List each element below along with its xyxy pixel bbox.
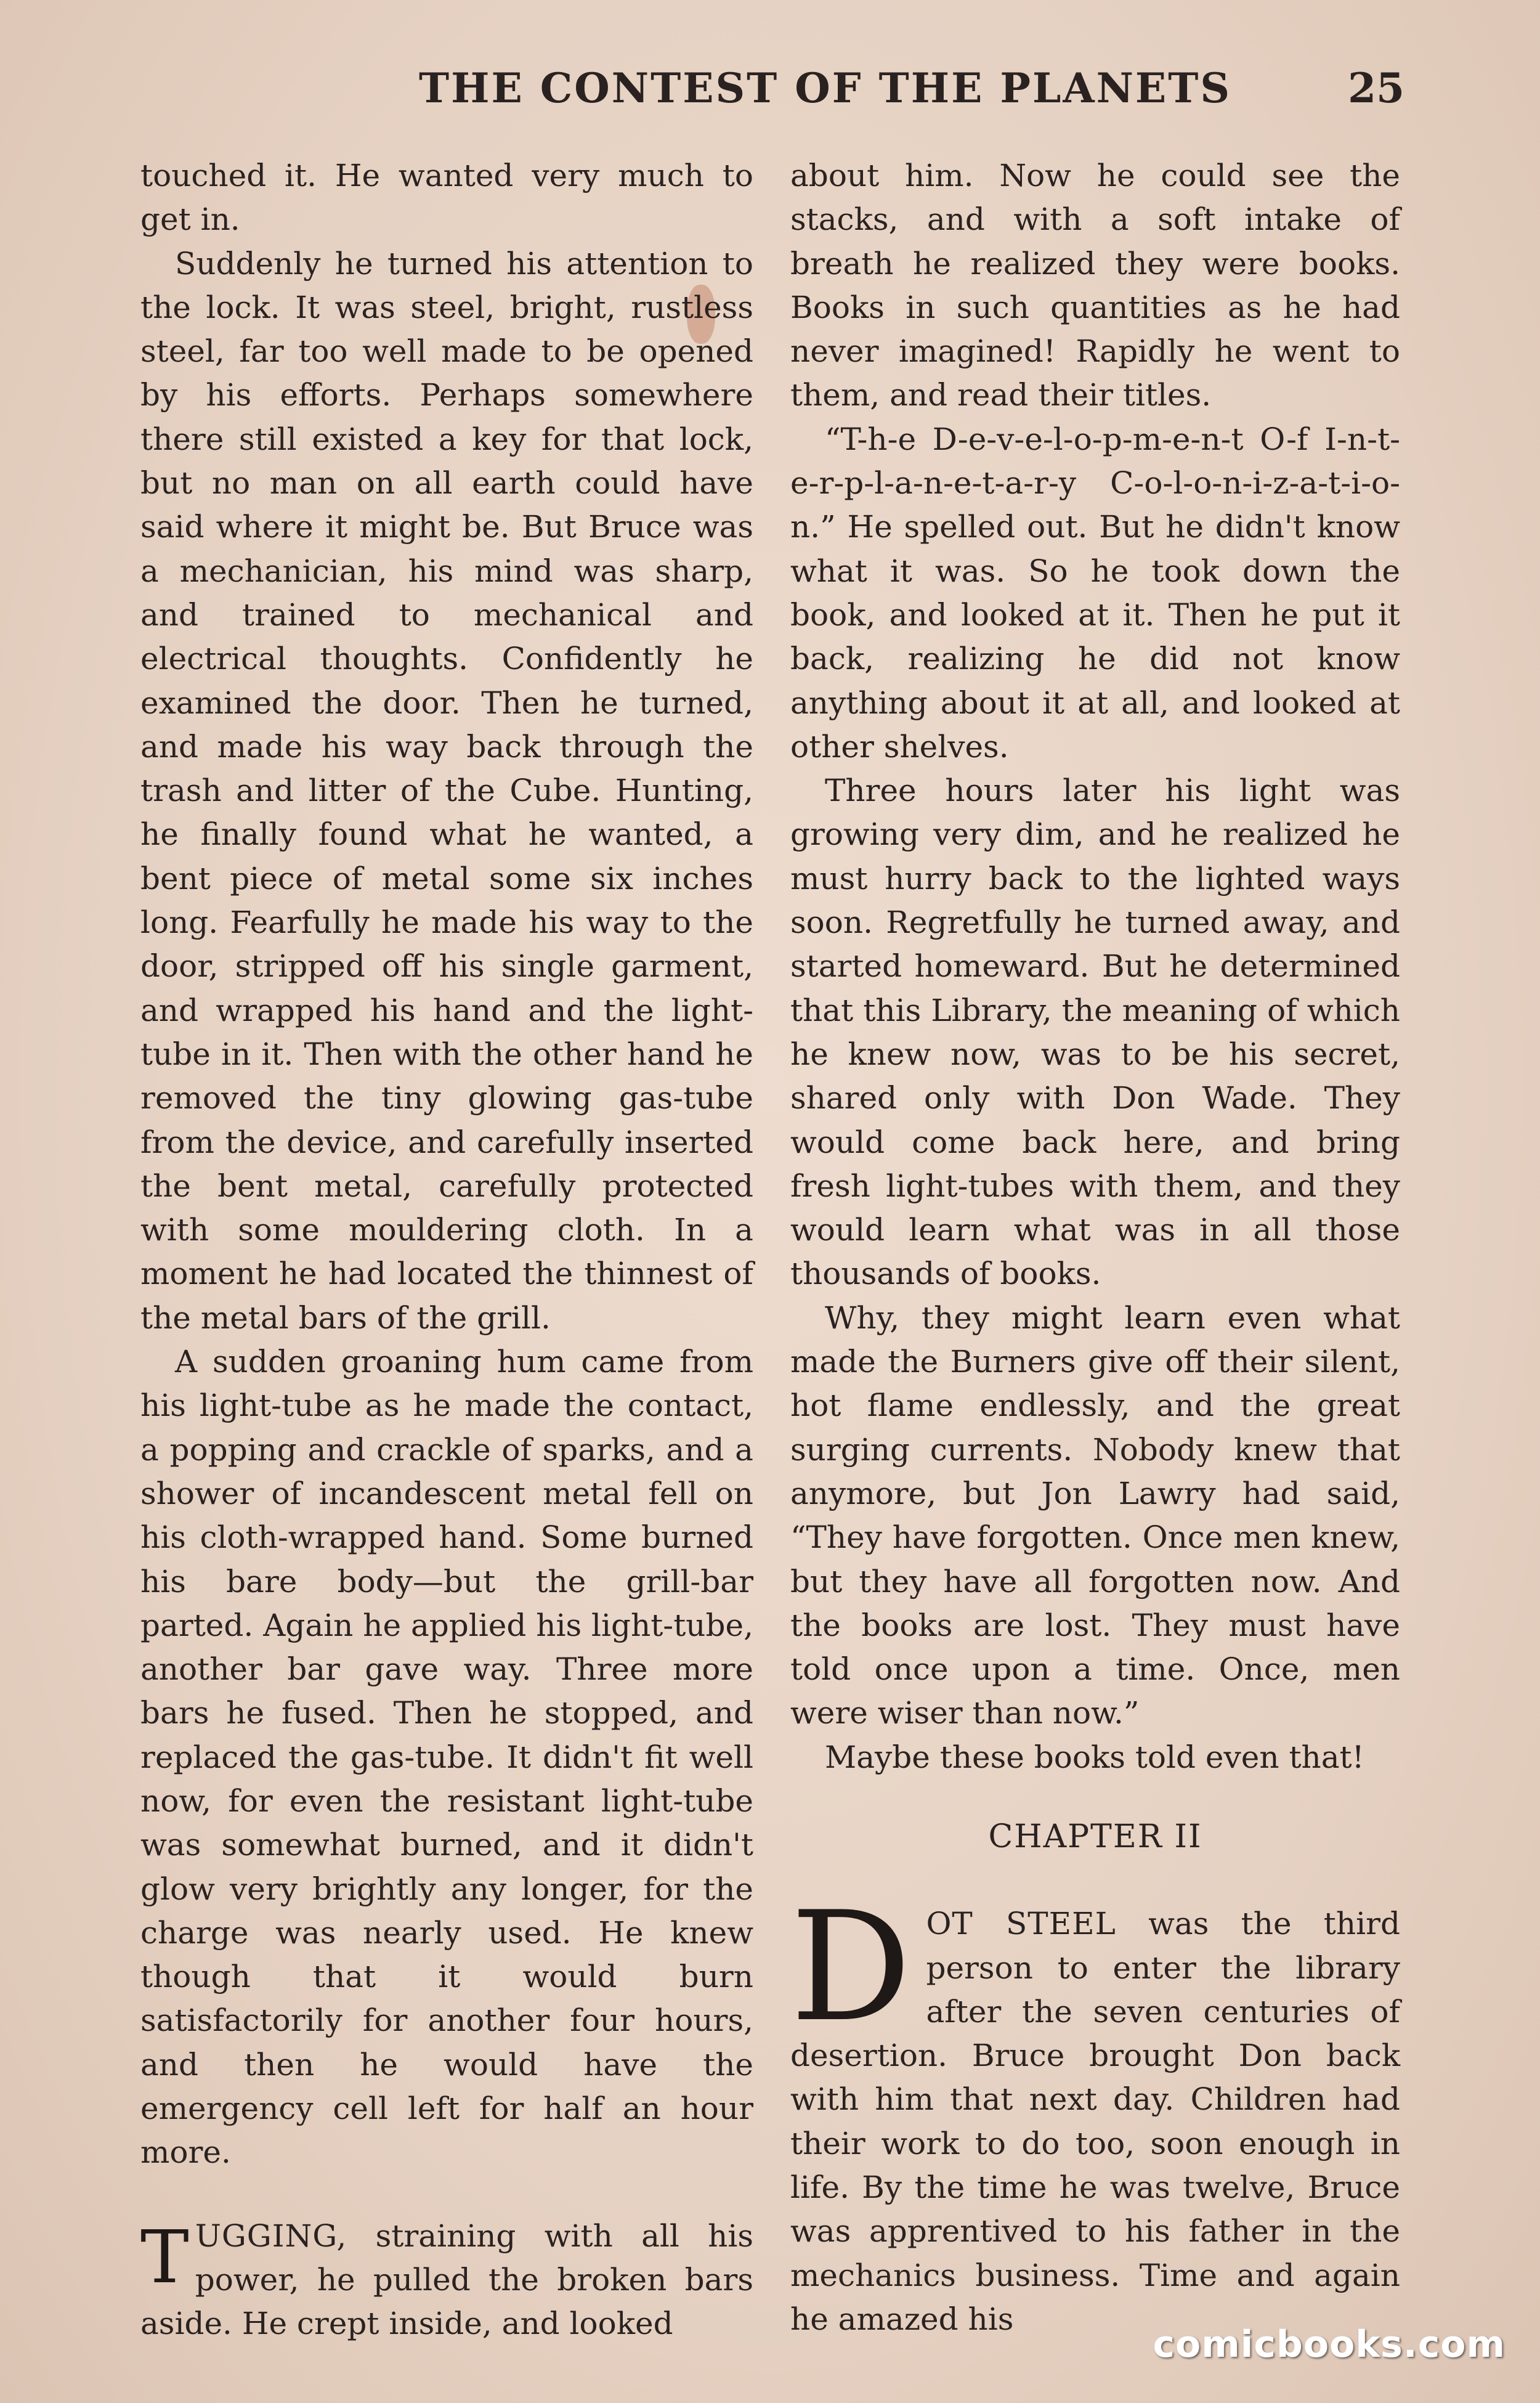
page-number: 25 xyxy=(1348,64,1404,112)
lead-in: UGGING, xyxy=(195,2218,347,2254)
paragraph-text: straining with all his power, he pulled the broken bars aside. He crept inside, and looked xyxy=(140,2218,753,2342)
paragraph: “T-h-e D-e-v-e-l-o-p-m-e-n-t O-f I-n-t-e-r-p-l-a-n-e-t-a-r-y C-o-l-o-n-i-z-a-t-i-o-n.” He spelled out. But he didn't know what it was. So he took down the book, and looked at it. Then he put it back, realizing he did not know anything about it at all, and looked at other shelves. xyxy=(790,421,1400,765)
paragraph: A sudden groaning hum came from his light-tube as he made the contact, a popping and crackle of sparks, and a shower of incandescent metal fell on his cloth-wrapped hand. Some burned his bare body—but the grill-bar parted. Again he applied his light-tube, another bar gave way. Three more bars he fused. Then he stopped, and replaced the gas-tube. It didn't fit well now, for even the resistant light-tube was somewhat burned, and it didn't glow very brightly any longer, for the charge was nearly used. He knew though that it would burn satisfactorily for another four hours, and then he would have the emergency cell left for half an hour more. xyxy=(140,1344,753,2171)
paragraph: about him. Now he could see the stacks, and with a soft intake of breath he realized they were books. Books in such quantities as he had never imagined! Rapidly he went to them, and read their titles. xyxy=(790,158,1400,413)
paragraph: touched it. He wanted very much to get in. xyxy=(140,158,753,238)
paragraph: Three hours later his light was growing very dim, and he realized he must hurry back to the lighted ways soon. Regretfully he turned away, and started homeward. But he determined that this Library, the meaning of which he knew now, was to be his secret, shared only with Don Wade. They would come back here, and bring fresh light-tubes with them, and they would learn what was in all those thousands of books. xyxy=(790,773,1400,1292)
page-header xyxy=(142,57,1404,118)
paragraph-text: was the third person to enter the library after the seven centuries of desertion. Bruce brought Don back with him that next day. Children had their work to do too, soon enough in life. By the time he was twelve, Bruce was apprentived to his father in the mechanics business. Time and again he amazed his xyxy=(790,1906,1400,2337)
drop-cap: T xyxy=(140,2214,189,2299)
right-column xyxy=(790,154,1400,2341)
paragraph: Maybe these books told even that! xyxy=(825,1739,1364,1775)
paragraph-with-dropcap xyxy=(140,2214,753,2346)
paragraph-with-dropcap xyxy=(790,1879,1400,2341)
running-title: THE CONTEST OF THE PLANETS xyxy=(419,64,1232,112)
left-column xyxy=(140,154,753,2346)
drop-cap: D xyxy=(790,1879,912,2055)
section-break xyxy=(140,2175,753,2214)
chapter-heading: CHAPTER II xyxy=(988,1818,1202,1855)
lead-in: OT STEEL xyxy=(926,1906,1116,1942)
watermark: comicbooks.com xyxy=(1153,2323,1506,2366)
paragraph: Why, they might learn even what made the Burners give off their silent, hot flame endlessly, and the great surging currents. Nobody knew that anymore, but Jon Lawry had said, “They have forgotten. Once men knew, but they have all forgotten now. And the books are lost. They must have told once upon a time. Once, men were wiser than now.” xyxy=(790,1299,1400,1731)
paragraph: Suddenly he turned his attention to the lock. It was steel, bright, rustless steel, far too well made to be opened by his efforts. Perhaps somewhere there still existed a key for that lock, but no man on all earth could have said where it might be. But Bruce was a mechanician, his mind was sharp, and trained to mechanical and electrical thoughts. Confidently he examined the door. Then he turned, and made his way back through the trash and litter of the Cube. Hunting, he finally found what he wanted, a bent piece of metal some six inches long. Fearfully he made his way to the door, stripped off his single garment, and wrapped his hand and the light-tube in it. Then with the other hand he removed the tiny glowing gas-tube from the device, and carefully inserted the bent metal, carefully protected with some mouldering cloth. In a moment he had located the thinnest of the metal bars of the grill. xyxy=(140,245,753,1336)
